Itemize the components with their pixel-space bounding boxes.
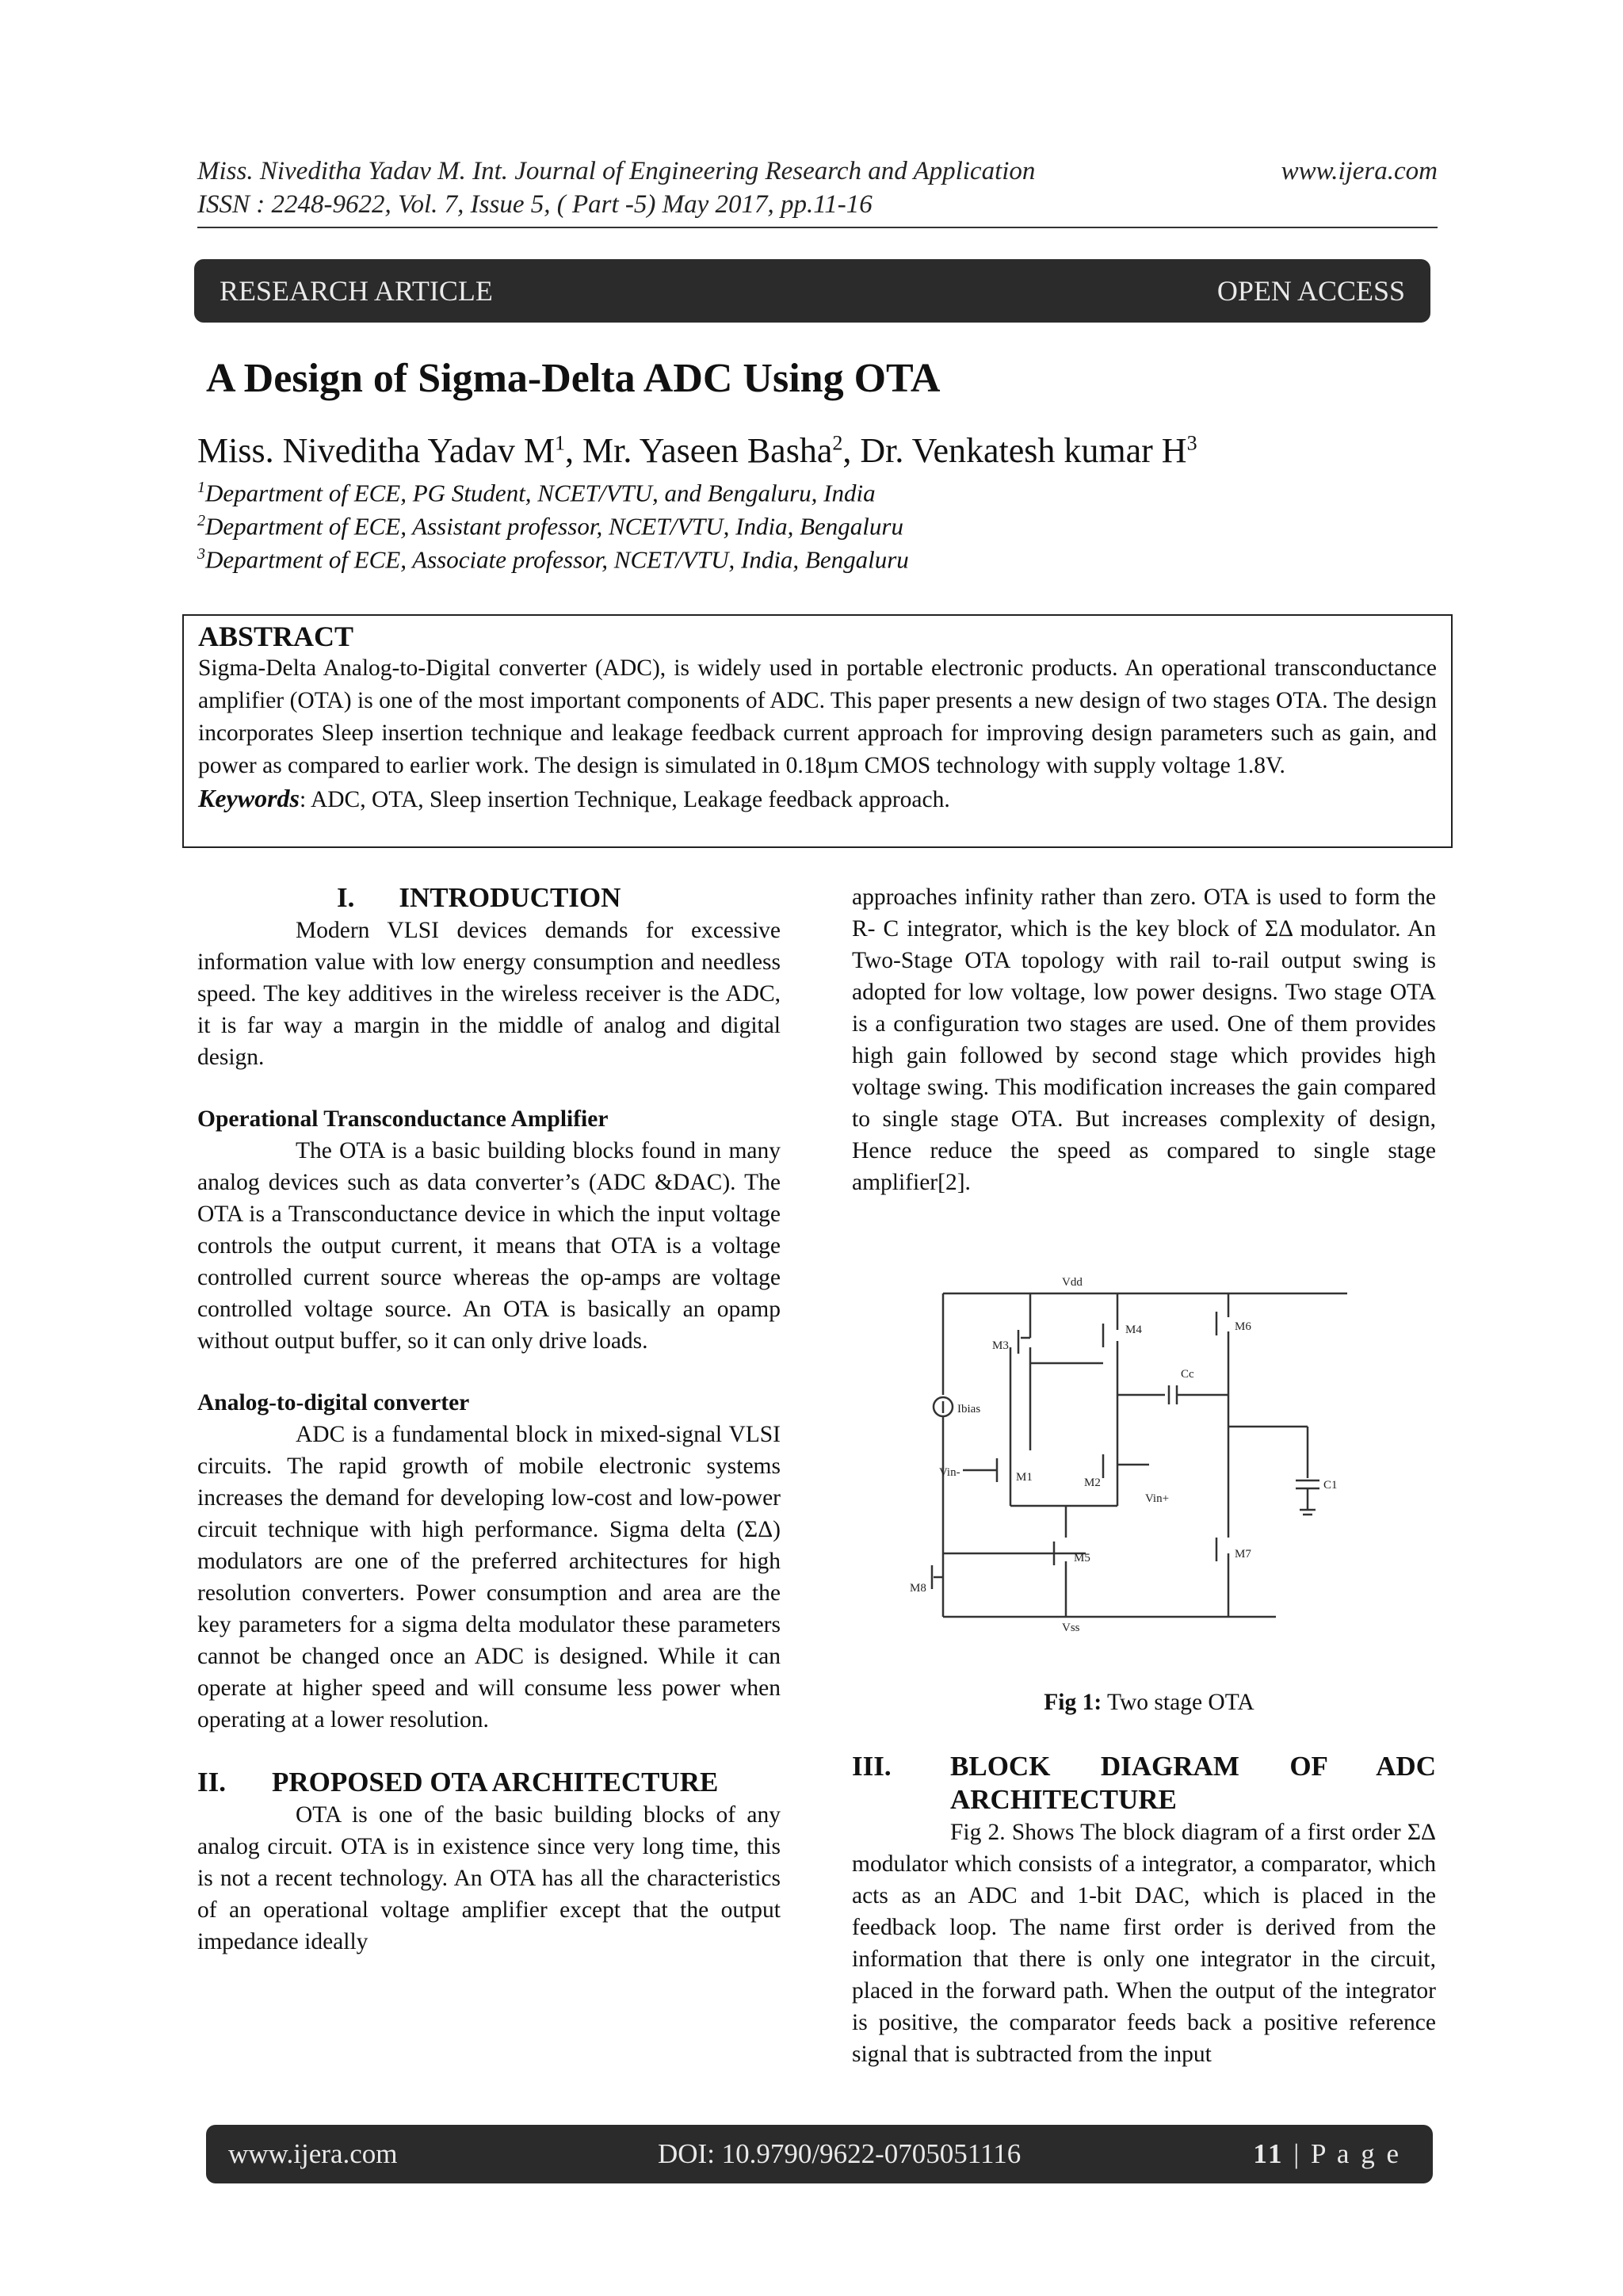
affiliation-1-text: Department of ECE, PG Student, NCET/VTU, and Bengaluru, India [205,479,876,507]
vss-label: Vss [1062,1622,1080,1633]
two-stage-ota-schematic [896,1268,1387,1633]
ota-continued-paragraph: approaches infinity rather than zero. OTA is used to form the R- C integrator, which is the key block of ΣΔ modulator. An Two-Stage OTA topology with rail to-rail output swing is adopted for low voltage, low power designs. Two stage OTA is a configuration two stages are used. One of them provides high gain followed by second stage which provides high voltage swing. This modification increases the gain compared to single stage OTA. But increases complexity of design, Hence reduce the speed as compared to single stage amplifier[2]. [852,884,1436,1195]
right-column-top [852,881,1436,1198]
proposed-paragraph: OTA is one of the basic building blocks of any analog circuit. OTA is in existence since very long time, this is not a recent technology. An OTA has all the characteristics of an operational voltage amplifier except that the output impedance ideally [197,1802,781,1954]
m7-label: M7 [1235,1548,1251,1561]
section-1-title: INTRODUCTION [399,882,621,913]
m2-label: M2 [1084,1477,1101,1489]
keywords-text: : ADC, OTA, Sleep insertion Technique, Leakage feedback approach. [300,787,950,812]
running-header [197,155,1438,221]
abstract-heading: ABSTRACT [198,621,354,652]
vdd-label: Vdd [1062,1276,1083,1289]
author-3-sup: 3 [1186,431,1197,455]
author-2: , Mr. Yaseen Basha [565,431,833,470]
figure-1-caption-label: Fig 1: [1044,1690,1102,1715]
footer-doi[interactable]: DOI: 10.9790/9622-0705051116 [658,2138,1022,2169]
vin-plus-label: Vin+ [1145,1492,1170,1505]
ibias-label: Ibias [957,1403,981,1415]
figure-1-caption-text: Two stage OTA [1102,1690,1254,1715]
page-word: | P a g e [1284,2138,1401,2169]
keywords-line [198,782,1437,816]
journal-website[interactable]: www.ijera.com [1281,157,1438,185]
m5-label: M5 [1074,1552,1090,1564]
footer-page-number [1253,2138,1401,2170]
header-rule [197,227,1438,228]
section-1-number: I. [337,882,355,913]
c1-label: C1 [1323,1479,1338,1492]
section-2-title: PROPOSED OTA ARCHITECTURE [272,1767,719,1797]
adc-subheading: Analog-to-digital converter [197,1390,470,1415]
paper-title: A Design of Sigma-Delta ADC Using OTA [206,356,941,401]
page-number: 11 [1253,2138,1285,2169]
m3-label: M3 [992,1339,1009,1352]
affiliation-2-text: Department of ECE, Assistant professor, NCET/VTU, India, Bengaluru [205,512,903,541]
left-column [197,881,781,1958]
adc-paragraph: ADC is a fundamental block in mixed-signal VLSI circuits. The rapid growth of mobile electronic systems increases the demand for developing low-cost and low-power circuit technique with high performance. Sigma delta (ΣΔ) modulators are one of the preferred architectures for high resolution converters. Power consumption and area are the key parameters for a sigma delta modulator these parameters cannot be changed once an ADC is designed. While it can operate at higher speed and will consume less power when operating at a lower resolution. [197,1422,781,1733]
m4-label: M4 [1125,1324,1142,1336]
section-3-title-line-1: BLOCK DIAGRAM OF ADC [950,1751,1436,1782]
affiliation-1-sup: 1 [197,479,205,496]
author-3: , Dr. Venkatesh kumar H [842,431,1187,470]
page-footer [206,2125,1433,2183]
section-2-heading [197,1766,781,1799]
block-diagram-paragraph: Fig 2. Shows The block diagram of a first order ΣΔ modulator which consists of a integrator, a comparator, which acts as an ADC and 1-bit DAC, which is placed in the feedback loop. The name first order is derived from the information that there is only one integrator in the circuit, placed in the forward path. When the output of the integrator is positive, the comparator feeds back a positive reference signal that is subtracted from the input [852,1820,1436,2067]
affiliation-1 [197,479,876,507]
issue-line: ISSN : 2248-9622, Vol. 7, Issue 5, ( Part -5) May 2017, pp.11-16 [197,190,873,219]
right-column-bottom [852,1750,1436,2070]
author-1-sup: 1 [555,431,566,455]
section-2-number: II. [197,1767,226,1797]
m1-label: M1 [1016,1471,1033,1484]
affiliation-3-text: Department of ECE, Associate professor, NCET/VTU, India, Bengaluru [205,545,909,574]
author-2-sup: 2 [832,431,843,455]
section-3-heading [852,1750,1436,1817]
figure-1-caption [840,1690,1458,1716]
affiliation-3 [197,545,909,574]
affiliation-2-sup: 2 [197,512,205,529]
ota-subheading: Operational Transconductance Amplifier [197,1106,609,1132]
section-3-number: III. [852,1751,892,1782]
section-3-title-line-2: ARCHITECTURE [950,1784,1177,1815]
affiliation-2 [197,512,903,541]
section-1-heading [197,881,781,915]
m8-label: M8 [910,1582,926,1595]
research-article-label: RESEARCH ARTICLE [220,275,493,307]
keywords-label: Keywords [198,784,300,812]
vin-minus-label: Vin- [939,1466,960,1479]
author-list [197,430,1197,471]
section-3-title [950,1750,1436,1817]
article-type-banner [194,259,1430,323]
cc-label: Cc [1181,1368,1194,1381]
open-access-label: OPEN ACCESS [1216,275,1405,307]
intro-paragraph: Modern VLSI devices demands for excessive information value with low energy consumption and needless speed. The key additives in the wireless receiver is the ADC, it is far way a margin in the middle of analog and digital design. [197,918,781,1070]
ota-paragraph: The OTA is a basic building blocks found in many analog devices such as data converter’s (ADC &DAC). The OTA is a Transconductance device in which the input voltage controls the output current, it means that OTA is a voltage controlled current source whereas the op-amps are voltage controlled voltage source. An OTA is basically an opamp without output buffer, so it can only drive loads. [197,1138,781,1354]
author-1: Miss. Niveditha Yadav M [197,431,556,470]
affiliation-3-sup: 3 [197,545,205,563]
journal-line: Miss. Niveditha Yadav M. Int. Journal of Engineering Research and Application [197,157,1036,185]
m6-label: M6 [1235,1320,1251,1333]
footer-website[interactable]: www.ijera.com [228,2138,398,2169]
abstract-text: Sigma-Delta Analog-to-Digital converter (ADC), is widely used in portable electronic products. An operational transconductance amplifier (OTA) is one of the most important components of ADC. This paper presents a new design of two stages OTA. The design incorporates Sleep insertion technique and leakage feedback current approach for improving design parameters such as gain, and power as compared to earlier work. The design is simulated in 0.18µm CMOS technology with supply voltage 1.8V. [198,655,1437,778]
abstract-box [182,614,1453,848]
